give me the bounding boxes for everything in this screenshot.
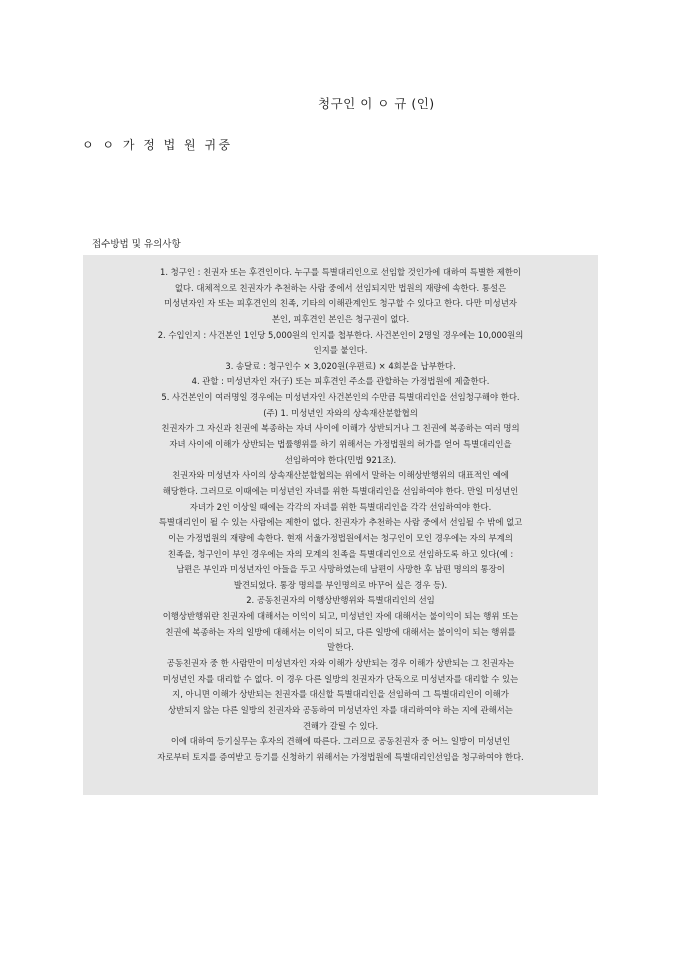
notice-line: 본인, 피후견인 본인은 청구권이 없다. xyxy=(271,313,410,324)
notice-line: 견해가 갈릴 수 있다. xyxy=(302,720,379,731)
notice-line: 미성년인 자를 대리할 수 없다. 이 경우 다른 일방의 친권자가 단독으로 미성년자를 대리할 수 있는 xyxy=(162,673,519,684)
notice-line: 인지를 붙인다. xyxy=(313,345,368,356)
notice-subheading: (주) 1. 미성년인 자와의 상속재산분할협의 xyxy=(263,407,418,418)
notice-line: 이에 대하여 등기실무는 후자의 견해에 따른다. 그러므로 공동친권자 중 어느 일방이 미성년인 xyxy=(170,736,511,747)
notice-line: 해당한다. 그러므로 이때에는 미성년인 자녀를 위한 특별대리인을 선임하여야 한다. 만일 미성년인 xyxy=(162,485,519,496)
notice-line: 친족을, 청구인이 부인 경우에는 자의 모계의 친족을 특별대리인으로 선임하도록 하고 있다(예 : xyxy=(167,548,514,559)
notice-line: 1. 청구인 : 친권자 또는 후견인이다. 누구를 특별대리인으로 선임할 것인가에 대하여 특별한 제한이 xyxy=(160,267,521,277)
notice-line: 이는 가정법원의 재량에 속한다. 현재 서울가정법원에서는 청구인이 모인 경우에는 자의 부계의 xyxy=(168,532,513,543)
notice-line: 말한다. xyxy=(327,642,354,653)
notice-subheading: 2. 공동친권자의 이행상반행위와 특별대리인의 선임 xyxy=(246,595,435,606)
notice-line: 남편은 부인과 미성년자인 아들을 두고 사망하였는데 남편이 사망한 후 남편 명의의 통장이 xyxy=(176,564,505,575)
notice-line: 5. 사건본인이 여러명일 경우에는 미성년자인 사건본인의 수만큼 특별대리인을 선임청구해야 한다. xyxy=(161,392,520,403)
notice-line: 없다. 대체적으로 친권자가 추천하는 사람 중에서 선임되지만 법원의 재량에 속한다. 통설은 xyxy=(174,282,507,293)
notice-line: 4. 관할 : 미성년자인 자(子) 또는 피후견인 주소를 관할하는 가정법원에 제출한다. xyxy=(191,376,490,387)
notice-line: 자로부터 토지를 증여받고 등기를 신청하기 위해서는 가정법원에 특별대리인선임을 청구하여야 한다. xyxy=(157,751,524,762)
notice-line: 이행상반행위란 친권자에 대해서는 이익이 되고, 미성년인 자에 대해서는 불이익이 되는 행위 또는 xyxy=(162,611,519,622)
notice-line: 3. 송달료 : 청구인수 × 3,020원(우편료) × 4회분을 납부한다. xyxy=(225,360,456,371)
notice-line: 선임하여야 한다(민법 921조). xyxy=(284,454,397,465)
court-addressee: ㅇ ㅇ 가 정 법 원 귀중 xyxy=(82,138,233,152)
notice-line: 미성년자인 자 또는 피후견인의 친족, 기타의 이해관계인도 청구할 수 있다고 한다. 다만 미성년자 xyxy=(164,298,517,309)
notice-box xyxy=(83,255,598,795)
notice-line: 자녀가 2인 이상일 때에는 각각의 자녀를 위한 특별대리인을 각각 선임하여야 한다. xyxy=(189,501,492,512)
notice-line: 발견되었다. 통장 명의를 부인명의로 바꾸어 싶은 경우 등). xyxy=(233,579,448,590)
notice-line: 친권자가 그 자신과 친권에 복종하는 자녀 사이에 이해가 상반되거나 그 친권에 복종하는 여러 명의 xyxy=(161,423,520,434)
notice-line: 상반되지 않는 다른 일방의 친권자와 공동하여 미성년자인 자를 대리하여야 하는 지에 관해서는 xyxy=(168,704,513,715)
notice-line: 자녀 사이에 이해가 상반되는 법률행위를 하기 위해서는 가정법원의 허가를 얻어 특별대리인을 xyxy=(169,439,512,450)
notice-line: 2. 수입인지 : 사건본인 1인당 5,000원의 인지를 첩부한다. 사건본인이 2명일 경우에는 10,000원의 xyxy=(157,329,524,340)
notice-line: 친권자와 미성년자 사이의 상속재산분할협의는 위에서 말하는 이해상반행위의 대표적인 예에 xyxy=(172,470,509,481)
notice-line: 지, 아니면 이해가 상반되는 친권자를 대신할 특별대리인을 선임하여 그 특별대리인이 이해가 xyxy=(172,689,509,700)
notice-line: 특별대리인이 될 수 있는 사람에는 제한이 없다. 친권자가 추천하는 사람 중에서 선임될 수 밖에 없고 xyxy=(158,517,523,528)
notice-line: 친권에 복종하는 자의 일방에 대해서는 이익이 되고, 다른 일방에 대해서는 불이익이 되는 행위를 xyxy=(165,626,516,637)
applicant-signature-line: 청구인 이 ㅇ 규 (인) xyxy=(318,96,435,111)
notice-line: 공동친권자 중 한 사람만이 미성년자인 자와 이해가 상반되는 경우 이해가 상반되는 그 친권자는 xyxy=(166,658,515,669)
notice-section-title: 접수방법 및 유의사항 xyxy=(92,239,181,250)
